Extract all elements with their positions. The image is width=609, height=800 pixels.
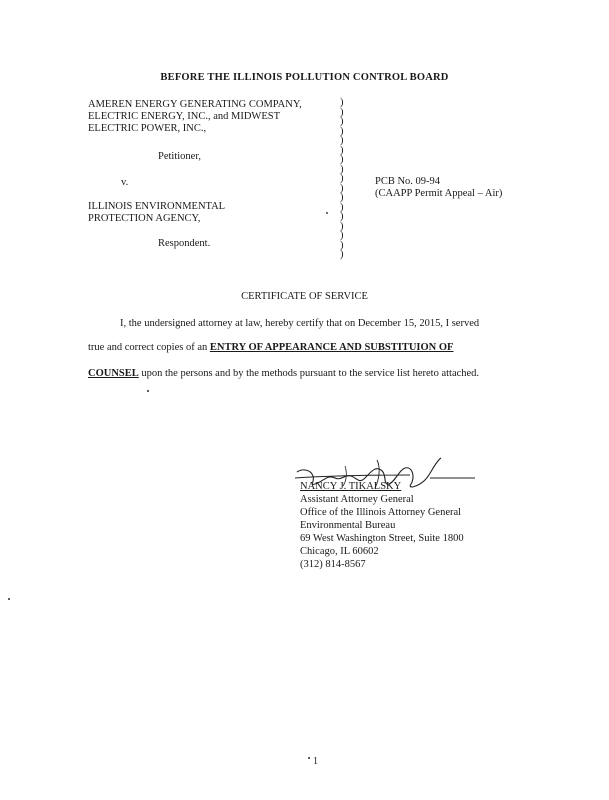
attorney-name: NANCY J. TIKALSKY: [300, 481, 402, 492]
paren: ): [340, 144, 344, 156]
attorney-title: Assistant Attorney General: [300, 494, 414, 505]
attorney-office: Office of the Illinois Attorney General: [300, 507, 462, 518]
case-number: PCB No. 09-94: [375, 176, 441, 187]
respondent-role: Respondent.: [158, 238, 211, 249]
paren: ): [340, 249, 344, 260]
attorney-bureau: Environmental Bureau: [300, 520, 396, 531]
paren: ): [340, 106, 344, 118]
petitioner-name-line-2: ELECTRIC ENERGY, INC., and MIDWEST: [88, 111, 280, 122]
signature-block: [300, 480, 478, 571]
page-number: 1: [313, 756, 318, 767]
paren: ): [340, 230, 344, 241]
scan-speck: [308, 757, 310, 759]
paren: ): [340, 239, 344, 251]
certificate-line-3-suffix: upon the persons and by the methods pursuant to the service list hereto attached.: [138, 368, 480, 379]
respondent-name-line-1: ILLINOIS ENVIRONMENTAL: [88, 201, 226, 212]
paren: ): [340, 192, 344, 203]
petitioner-role: Petitioner,: [158, 151, 202, 162]
paren: ): [340, 173, 344, 184]
attorney-street: 69 West Washington Street, Suite 1800: [300, 533, 464, 544]
board-title: BEFORE THE ILLINOIS POLLUTION CONTROL BOARD: [160, 72, 449, 83]
document-title-part-2: COUNSEL: [88, 368, 139, 379]
petitioner-name-line-3: ELECTRIC POWER, INC.,: [88, 123, 207, 134]
certificate-line-2: [88, 342, 453, 353]
versus-label: v.: [121, 177, 129, 188]
paren: ): [340, 97, 344, 108]
attorney-city: Chicago, IL 60602: [300, 546, 379, 557]
respondent-name-line-2: PROTECTION AGENCY,: [88, 213, 201, 224]
paren: ): [340, 135, 344, 146]
paren: ): [340, 201, 344, 213]
caption-divider: [340, 98, 350, 260]
certificate-line-2-prefix: true and correct copies of an: [88, 342, 210, 353]
certificate-line-1: I, the undersigned attorney at law, hereby certify that on December 15, 2015, I served: [120, 318, 480, 329]
document-title-part-1: ENTRY OF APPEARANCE AND SUBSTITUION OF: [209, 342, 454, 353]
paren: ): [340, 154, 344, 165]
paren: ): [340, 211, 344, 222]
scan-speck: [326, 212, 328, 214]
paren: ): [340, 220, 344, 232]
paren: ): [340, 182, 344, 194]
case-type: (CAAPP Permit Appeal – Air): [375, 188, 503, 199]
petitioner-name-line-1: AMEREN ENERGY GENERATING COMPANY,: [88, 99, 302, 110]
paren: ): [340, 125, 344, 137]
certificate-line-3: [88, 368, 479, 379]
paren: ): [340, 116, 344, 127]
scan-speck: [147, 390, 149, 392]
certificate-heading: CERTIFICATE OF SERVICE: [241, 291, 368, 302]
attorney-phone: (312) 814-8567: [300, 559, 366, 570]
paren: ): [340, 163, 344, 175]
scan-speck: [8, 598, 10, 600]
